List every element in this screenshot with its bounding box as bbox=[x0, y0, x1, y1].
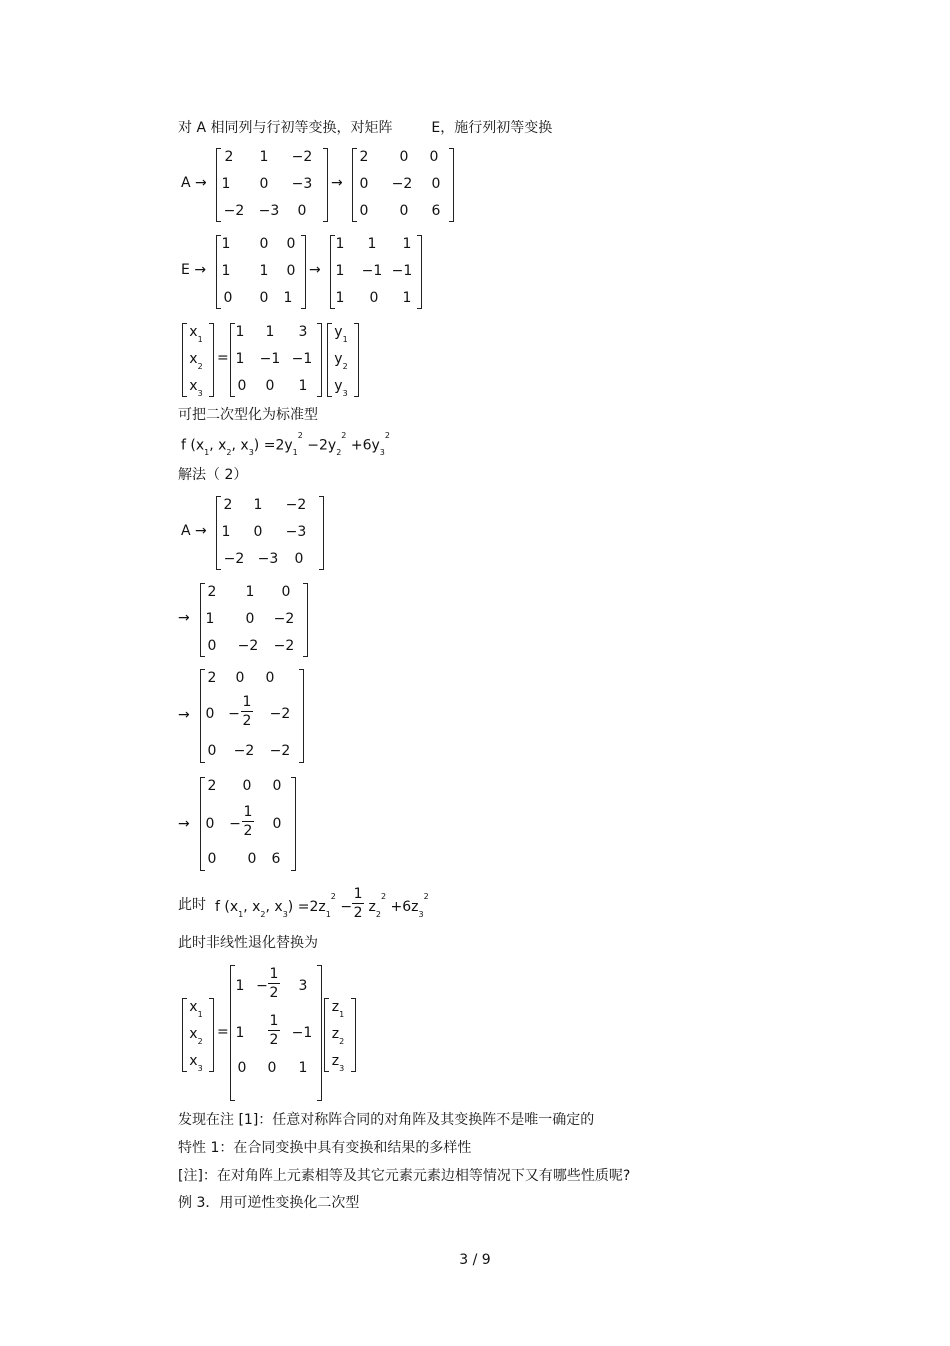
equals-sign: = bbox=[217, 1024, 229, 1040]
matrix-a: 2 1 −2 1 0 −3 −2 −3 0 bbox=[216, 146, 328, 222]
arrow: → bbox=[309, 262, 321, 278]
matrix-diagonal-2: 2 0 0 0 − 1 2 0 0 0 6 bbox=[200, 775, 296, 871]
method-2-heading: 解法（ 2） bbox=[178, 467, 248, 483]
matrix-c1: 1 1 3 1 −1 −1 0 0 1 bbox=[230, 321, 322, 397]
equals-sign: = bbox=[217, 350, 229, 366]
example-3: 例 3．用可逆性变换化二次型 bbox=[178, 1195, 360, 1211]
note-2: [注]：在对角阵上元素相等及其它元素元素边相等情况下又有哪些性质呢? bbox=[178, 1168, 631, 1184]
standard-form-1: f ($x_1$, $x_2$, $x_3) =2y_1^2 -2y_2^2 +6y_3^2$ bbox=[181, 431, 390, 458]
fraction-half: 1 2 bbox=[269, 1013, 279, 1048]
fraction-half: 1 2 bbox=[243, 804, 253, 839]
label-e: E → bbox=[181, 262, 207, 278]
fraction-half: 1 2 bbox=[269, 966, 279, 1001]
text-part: 对 A 相同列与行初等变换，对矩阵 bbox=[178, 120, 393, 136]
arrow: → bbox=[178, 816, 190, 832]
vector-x: $x_1$ $x_2$ $x_3$ bbox=[182, 321, 214, 397]
label-a: A → bbox=[181, 175, 207, 191]
label-a-2: A → bbox=[181, 523, 207, 539]
text-line-transform bbox=[178, 118, 552, 138]
text-part: E，施行列初等变换 bbox=[431, 120, 553, 136]
matrix-diagonal-1: 2 0 0 0 −2 0 0 0 6 bbox=[352, 146, 454, 222]
vector-z: $z_1$ $z_2$ $z_3$ bbox=[324, 996, 356, 1072]
standard-form-2: f ($x_1$, $x_2$, $x_3) =2z_1^2$ − 1 2 $z_2^2 +6z_3^2$ bbox=[215, 886, 429, 921]
matrix-a-2: 2 1 −2 1 0 −3 −2 −3 0 bbox=[216, 494, 324, 570]
page-number: 3 / 9 bbox=[459, 1252, 491, 1268]
arrow: → bbox=[178, 610, 190, 626]
note-1: 发现在注 [1]：任意对称阵合同的对角阵及其变换阵不是唯一确定的 bbox=[178, 1112, 595, 1128]
matrix-e: 1 0 0 1 1 0 0 0 1 bbox=[216, 233, 306, 309]
standard-form-intro: 可把二次型化为标准型 bbox=[178, 407, 318, 423]
matrix-c2: 1 − 1 2 3 1 1 2 −1 0 0 1 bbox=[230, 963, 322, 1101]
matrix-transform-1: 1 1 1 1 −1 −1 1 0 1 bbox=[330, 233, 422, 309]
vector-y: $y_1$ $y_2$ $y_3$ bbox=[327, 321, 359, 397]
matrix-step-3: 2 0 0 0 − 1 2 −2 0 −2 −2 bbox=[200, 667, 304, 763]
fraction-half: 1 2 bbox=[242, 694, 252, 729]
matrix-step-2: 2 1 0 1 0 −2 0 −2 −2 bbox=[200, 581, 308, 657]
nonsingular-intro: 此时非线性退化替换为 bbox=[178, 935, 318, 951]
arrow: → bbox=[178, 707, 190, 723]
property-1: 特性 1：在合同变换中具有变换和结果的多样性 bbox=[178, 1140, 472, 1156]
arrow: → bbox=[331, 175, 343, 191]
vector-x-2: $x_1$ $x_2$ $x_3$ bbox=[182, 996, 214, 1072]
at-this-time-label: 此时 bbox=[178, 897, 206, 913]
